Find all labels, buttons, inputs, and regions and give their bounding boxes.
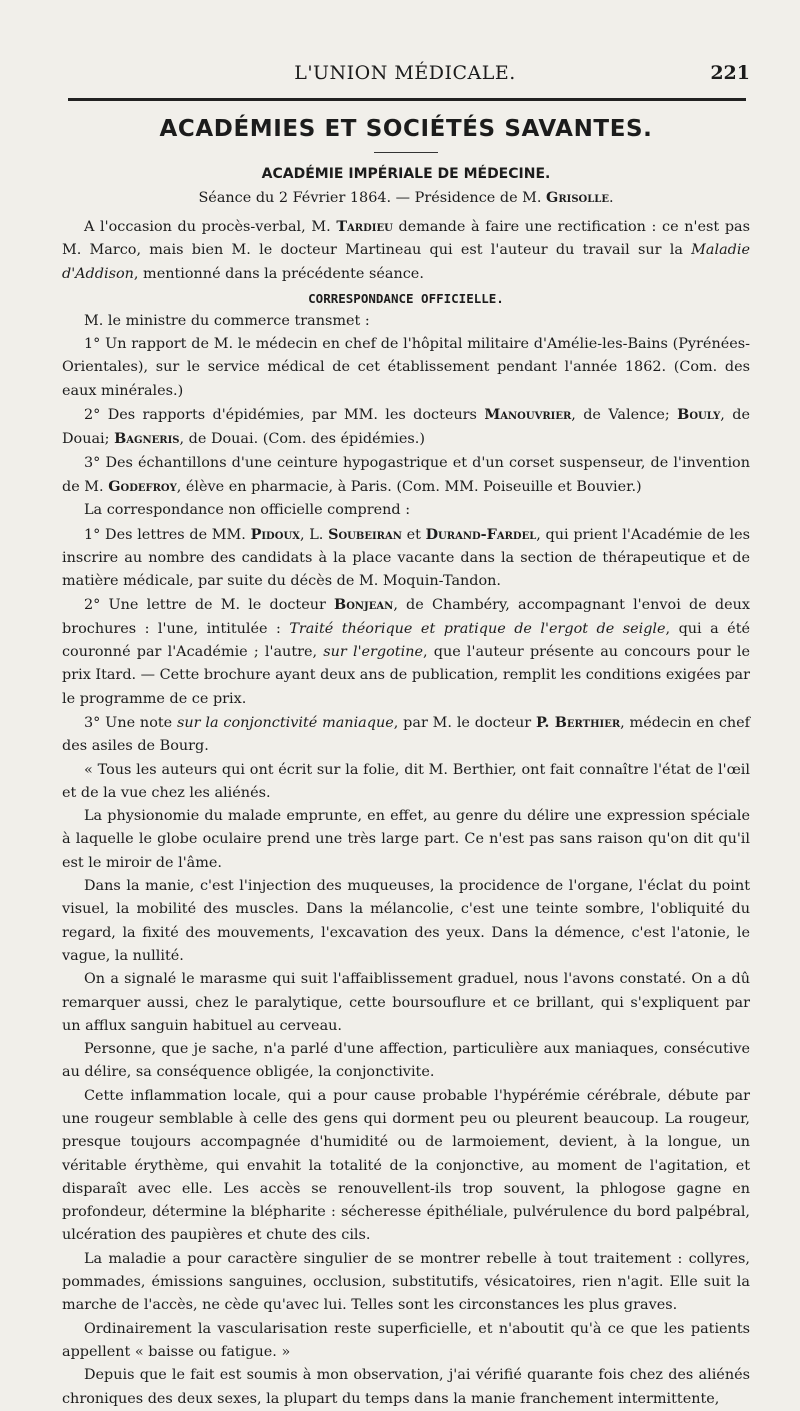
text: demande à faire une rectification : ce n'est pas M. Marco, mais bien M. le docteur Martineau qui est l'auteur du travail sur la: [62, 219, 751, 259]
header-rule: [68, 98, 746, 101]
paragraph-13: On a signalé le marasme qui suit l'affaiblissement graduel, nous l'avons constaté. On a dû remarquer aussi, chez le paralytique, cette boursouflure et ce brillant, qui s'expliquent par un afflux sanguin habituel au cerveau.: [62, 971, 750, 1034]
text: 1° Des lettres de MM.: [84, 526, 251, 543]
correspondence-heading: CORRESPONDANCE OFFICIELLE.: [308, 290, 504, 306]
section-title: ACADÉMIES ET SOCIÉTÉS SAVANTES.: [159, 116, 653, 142]
paragraph-18: Depuis que le fait est soumis à mon observation, j'ai vérifié quarante fois chez des aliénés chroniques des deux sexes, la plupart du temps dans la manie franchement intermittente,: [62, 1367, 750, 1407]
person-name: Bonjean: [334, 596, 394, 614]
session-end: .: [608, 190, 614, 206]
text: , de Douai. (Com. des épidémies.): [179, 431, 425, 448]
paragraph-4: [62, 403, 750, 452]
paragraph-9: [62, 711, 750, 759]
person-name: Bouly: [677, 406, 721, 424]
text: , qui prient l'Académie de les inscrire au nombre des candidats à la place vacante dans la section de thérapeutique et de matière médicale, par suite du décès de M. Moquin-Tandon.: [62, 526, 751, 590]
paragraph-15: Cette inflammation locale, qui a pour cause probable l'hypérémie cérébrale, débute par une rougeur semblable à celle des gens qui dorment peu ou pleurent beaucoup. La rougeur, presque toujours accompagnée d'humidité ou de larmoiement, devient, à la longue, un véritable érythème, qui envahit la totalité de la conjonctive, au moment de l'agitation, et disparaît avec elle. Les accès se renouvellent-ils trop souvent, la phlogose gagne en profondeur, détermine la blépharite : sécheresse épithéliale, pulvérulence du bord palpébral, ulcération des paupières et chute des cils.: [62, 1087, 750, 1244]
paragraph-1: [62, 215, 750, 286]
page-number: 221: [710, 62, 750, 84]
text: , mentionné dans la précédente séance.: [133, 265, 424, 282]
person-name: Bagneris: [114, 430, 180, 448]
paragraph-3: 1° Un rapport de M. le médecin en chef de l'hôpital militaire d'Amélie-les-Bains (Pyrénées-Orientales), sur le service médical de cet établissement pendant l'année 1862. (Com. des eaux minérales.): [62, 336, 750, 399]
text: 2° Des rapports d'épidémies, par MM. les docteurs: [84, 407, 485, 424]
person-name: P. Berthier: [536, 713, 621, 731]
person-name: Godefroy: [108, 477, 177, 495]
paragraph-16: La maladie a pour caractère singulier de se montrer rebelle à tout traitement : collyres, pommades, émissions sanguines, occlusion, substitutifs, vésicatoires, rien n'agit. Elle suit la marche de l'accès, ne cède qu'avec lui. Telles sont les circonstances les plus graves.: [62, 1250, 750, 1314]
text: 2° Une lettre de M. le docteur: [84, 597, 335, 614]
session-line: [62, 187, 750, 209]
text: , de Douai;: [62, 407, 750, 448]
page-body: [62, 112, 750, 1411]
text: , qui a été couronné par l'Académie ; l'autre,: [62, 620, 750, 661]
text: et: [401, 526, 426, 543]
journal-title: L'UNION MÉDICALE.: [294, 62, 516, 84]
italic-title: Maladie d'Addison: [62, 242, 750, 282]
text: , que l'auteur présente au concours pour le prix Itard. — Cette brochure ayant deux ans de publication, remplit les conditions exigées par le programme de ce prix.: [62, 644, 750, 707]
title-rule: [374, 152, 438, 153]
president-name: Grisolle: [546, 189, 609, 206]
italic-title: Traité théorique et pratique de l'ergot de seigle: [289, 620, 666, 637]
text: , de Chambéry, accompagnant l'envoi de deux brochures : l'une, intitulée :: [62, 597, 750, 637]
paragraph-2: M. le ministre du commerce transmet :: [84, 312, 370, 329]
text: , par M. le docteur: [393, 714, 536, 731]
paragraph-17: Ordinairement la vascularisation reste superficielle, et n'aboutit qu'à ce que les patients appellent « baisse ou fatigue. »: [62, 1320, 750, 1360]
paragraph-5: [62, 452, 750, 500]
running-head: [60, 62, 750, 92]
text: 3° Une note: [84, 714, 177, 731]
person-name: Soubeiran: [328, 525, 402, 543]
person-name: Tardieu: [336, 218, 393, 235]
paragraph-7: [62, 523, 750, 594]
text: , médecin en chef des asiles de Bourg.: [62, 714, 750, 755]
text: , L.: [299, 526, 329, 543]
paragraph-12: Dans la manie, c'est l'injection des muqueuses, la procidence de l'organe, l'éclat du point visuel, la mobilité des muscles. Dans la mélancolie, c'est une teinte sombre, l'obliquité du regard, la fixité des mouvements, l'excavation des yeux. Dans la démence, c'est l'atonie, le vague, la nullité.: [62, 878, 750, 964]
text: 3° Des échantillons d'une ceinture hypogastrique et d'un corset suspenseur, de l'invention de M.: [62, 454, 750, 495]
text: , de Valence;: [571, 407, 678, 424]
academy-heading: ACADÉMIE IMPÉRIALE DE MÉDECINE.: [261, 166, 551, 182]
paragraph-6: La correspondance non officielle comprend :: [84, 502, 411, 519]
paragraph-11: La physionomie du malade emprunte, en effet, au genre du délire une expression spéciale à laquelle le globe oculaire prend une très large part. Ce n'est pas sans raison qu'on dit qu'il est le miroir de l'âme.: [62, 808, 750, 871]
text: A l'occasion du procès-verbal, M.: [84, 219, 337, 235]
text: , élève en pharmacie, à Paris. (Com. MM. Poiseuille et Bouvier.): [176, 478, 642, 495]
paragraph-10: « Tous les auteurs qui ont écrit sur la folie, dit M. Berthier, ont fait connaître l'état de l'œil et de la vue chez les aliénés.: [62, 761, 750, 801]
paragraph-8: [62, 593, 750, 710]
person-name: Manouvrier: [484, 406, 572, 424]
italic-title: sur l'ergotine: [323, 644, 423, 661]
italic-title: sur la conjonctivité maniaque: [177, 714, 394, 731]
paragraph-14: Personne, que je sache, n'a parlé d'une affection, particulière aux maniaques, consécutive au délire, sa conséquence obligée, la conjonctivite.: [62, 1041, 750, 1081]
session-text: Séance du 2 Février 1864. — Présidence de M.: [198, 190, 547, 206]
person-name: Durand-Fardel: [425, 525, 537, 543]
person-name: Pidoux: [250, 525, 300, 543]
